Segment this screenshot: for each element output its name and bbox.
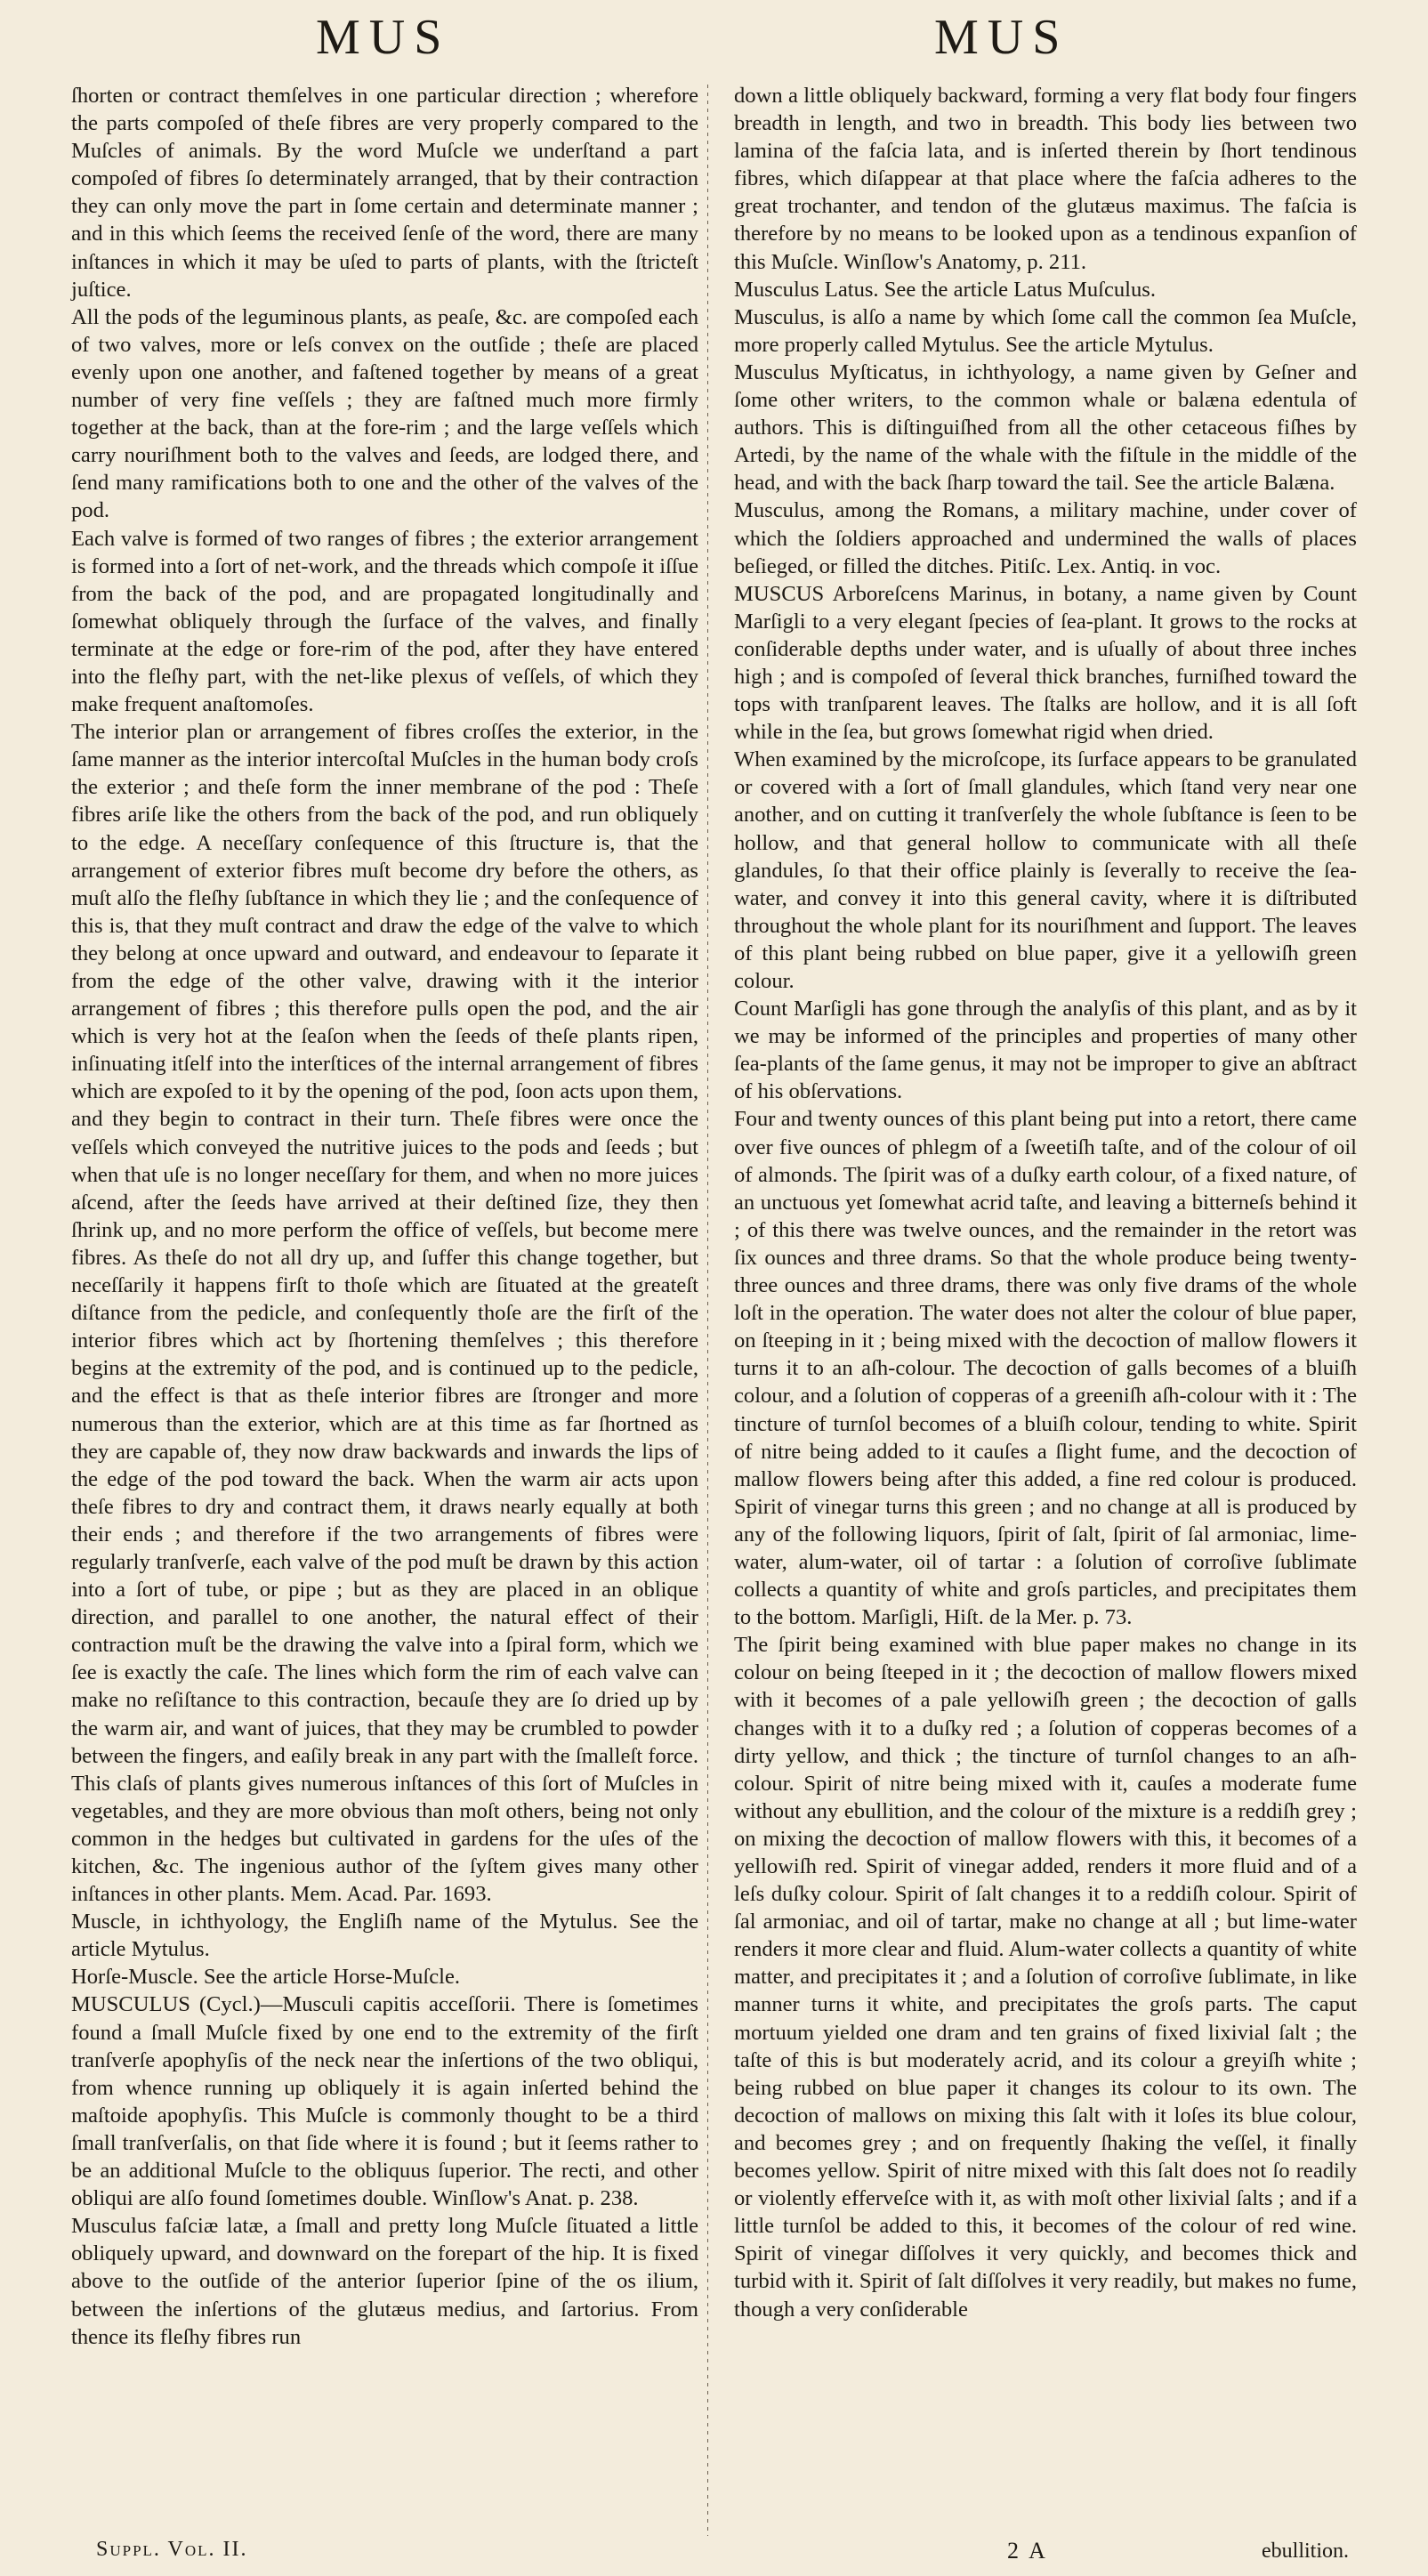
volume-footer: Suppl. Vol. II.	[96, 2538, 248, 2561]
entry-musculus-mysticatus: Musculus Myſticatus, in ichthyology, a name given by Geſner and ſome other writers, to the common whale or balæna edentula of authors. This is diſtinguiſhed from all the other cetaceous fiſhes by Artedi, by the name of the whale with the fiſtule in the middle of the head, and with the back ſharp toward the tail. See the article Balæna.	[734, 359, 1357, 496]
paragraph: All the pods of the leguminous plants, as peaſe, &c. are compoſed each of two valves, more or leſs convex on the outſide ; theſe are placed evenly upon one another, and faſtened together by means of a great number of very fine veſſels ; they are faſtned much more firmly together at the back, than at the fore-rim ; and the large veſſels which carry nouriſhment both to the valves and ſeeds, are lodged there, and ſend many ramifications both to one and the other of the valves of the pod.	[71, 304, 698, 523]
entry-horse-muscle: Horſe-Muscle. See the article Horse-Muſcle.	[71, 1965, 461, 1990]
right-column	[734, 82, 1357, 2323]
paragraph: ſhorten or contract themſelves in one particular direction ; wherefore the parts compoſed of theſe fibres are very properly compared to the Muſcles of animals. By the word Muſcle we underſtand a part compoſed of fibres ſo determinately arranged, that by their contraction they can only move the part in ſome certain and determinate manner ; and in this which ſeems the received ſenſe of the word, there are many inſtances in which it may be uſed to parts of plants, with the ſtricteſt juſtice.	[71, 84, 698, 302]
entry-musculus-fasciae-latae: Musculus faſciæ latæ, a ſmall and pretty long Muſcle ſituated a little obliquely upward, and downward on the forepart of the hip. It is fixed above to the outſide of the anterior ſuperior ſpine of the os ilium, between the inſertions of the glutæus medius, and ſartorius. From thence its fleſhy fibres run	[71, 2214, 698, 2349]
left-column	[71, 82, 698, 2351]
entry-musculus-latus: Musculus Latus. See the article Latus Muſculus.	[734, 277, 1157, 302]
paragraph: Count Marſigli has gone through the analyſis of this plant, and as by it we may be informed of the principles and properties of many other ſea-plants of the ſame genus, it may not be improper to give an abſtract of his obſervations.	[734, 997, 1357, 1104]
entry-muscus-arborescens: MUSCUS Arboreſcens Marinus, in botany, a name given by Count Marſigli to a very elegant ſpecies of ſea-plant. It grows to the rocks at conſiderable depths under water, and is uſually of about three inches high ; and is compoſed of ſeveral thick branches, furniſhed toward the tops with tranſparent leaves. The ſtalks are hollow, and it is all ſoft while in the ſea, but grows ſomewhat rigid when dried.	[734, 581, 1357, 745]
running-head-right: MUS	[934, 10, 1069, 65]
column-divider	[707, 85, 708, 2536]
entry-musculus-machine: Musculus, among the Romans, a military machine, under cover of which the ſoldiers approached and undermined the walls of places beſieged, or filled the ditches. Pitiſc. Lex. Antiq. in voc.	[734, 498, 1357, 578]
paragraph: The ſpirit being examined with blue paper makes no change in its colour on being ſteeped in it ; the decoction of mallow flowers mixed with it becomes of a pale yellowiſh green ; the decoction of galls changes with it to a duſky red ; a ſolution of copperas becomes of a dirty yellow, and thick ; the tincture of turnſol changes to an aſh-colour. Spirit of nitre being mixed with it, cauſes a moderate fume without any ebullition, and the colour of the mixture is a reddiſh grey ; on mixing the decoction of mallow flowers with this, it becomes of a yellowiſh red. Spirit of vinegar added, renders it more fluid and of a leſs duſky colour. Spirit of ſalt changes it to a reddiſh colour. Spirit of ſal armoniac, and oil of tartar, make no change at all ; but lime-water renders it more clear and fluid. Alum-water collects a quantity of white matter, and precipitates it ; and a ſolution of corroſive ſublimate, in like manner turns it white, and precipitates the groſs parts. The caput mortuum yielded one dram and ten grains of fixed lixivial ſalt ; the taſte of this is but moderately acrid, and its colour a greyiſh white ; being rubbed on blue paper it changes its colour to its own. The decoction of mallows on mixing this ſalt with it loſes its blue colour, and becomes grey ; and on frequently ſhaking the veſſel, it finally becomes yellow. Spirit of nitre mixed with this ſalt does not ſo readily or violently efferveſce with it, as with moſt other lixivial ſalts ; and if a little turnſol be added to this, it becomes of the colour of red wine. Spirit of vinegar diſſolves it very quickly, and becomes thick and turbid with it. Spirit of ſalt diſſolves it very readily, but makes no fume, though a very conſiderable	[734, 1633, 1357, 2322]
catchword: ebullition.	[1262, 2540, 1349, 2563]
entry-muscle: Muscle, in ichthyology, the Engliſh name of the Mytulus. See the article Mytulus.	[71, 1910, 698, 1962]
paragraph: Four and twenty ounces of this plant being put into a retort, there came over five ounces of phlegm of a ſweetiſh taſte, and of the colour of oil of almonds. The ſpirit was of a duſky earth colour, of a fixed nature, of an unctuous yet ſomewhat acrid taſte, and leaving a bitterneſs behind it ; of this there was twelve ounces, and the remainder in the retort was ſix ounces and three drams. So that the whole produce being twenty-three ounces and three drams, there was only five drams of the whole loſt in the operation. The water does not alter the colour of blue paper, on ſteeping in it ; being mixed with the decoction of mallow flowers it turns it to an aſh-colour. The decoction of galls becomes of a bluiſh colour, and a ſolution of copperas of a greeniſh aſh-colour with it : The tincture of turnſol becomes of a bluiſh colour, tending to white. Spirit of nitre being added to it cauſes a ſlight fume, and the decoction of mallow flowers being after this added, a fine red colour is produced. Spirit of vinegar turns this green ; and no change at all is produced by any of the following liquors, ſpirit of ſalt, ſpirit of ſal armoniac, lime-water, alum-water, oil of tartar : a ſolution of corroſive ſublimate collects a quantity of white and groſs particles, and precipitates them to the bottom. Marſigli, Hiſt. de la Mer. p. 73.	[734, 1107, 1357, 1630]
signature-mark: 2 A	[1007, 2538, 1048, 2564]
paragraph: When examined by the microſcope, its ſurface appears to be granulated or covered with a ſort of ſmall glandules, which ſtand very near one another, and on cutting it tranſverſely the whole ſubſtance is ſeen to be hollow, and that general hollow to communicate with all theſe glandules, ſo that their office plainly is ſeverally to receive the ſea-water, and convey it into this general cavity, where it is diſtributed throughout the whole plant for its nouriſhment and ſupport. The leaves of this plant being rubbed on blue paper, give it a yellowiſh green colour.	[734, 747, 1357, 993]
paragraph: The interior plan or arrangement of fibres croſſes the exterior, in the ſame manner as the interior intercoſtal Muſcles in the human body croſs the exterior ; and theſe form the inner membrane of the pod : Theſe fibres ariſe like the others from the back of the pod, and run obliquely to the edge. A neceſſary conſequence of this ſtructure is, that the arrangement of exterior fibres muſt become dry before the others, as muſt alſo the fleſhy ſubſtance in which they lie ; and the conſequence of this is, that they muſt contract and draw the edge of the valve to which they belong at once upward and outward, and endeavour to ſeparate it from the edge of the other valve, drawing with it the interior arrangement of fibres ; this therefore pulls open the pod, and the air which is very hot at the ſeaſon when the ſeeds of theſe plants ripen, inſinuating itſelf into the interſtices of the internal arrangement of fibres which are expoſed to it by the opening of the pod, ſoon acts upon them, and they begin to contract in their turn. Theſe fibres were once the veſſels which conveyed the nutritive juices to the pods and ſeeds ; but when that uſe is no longer neceſſary for them, and when no more juices aſcend, after the ſeeds have arrived at their deſtined ſize, they then ſhrink up, and no more perform the office of veſſels, but become mere fibres. As theſe do not all dry up, and ſuffer this change together, but neceſſarily it happens firſt to thoſe which are ſituated at the greateſt diſtance from the pedicle, and conſequently thoſe are the firſt of the interior fibres which act by ſhortening themſelves ; this therefore begins at the extremity of the pod, and is continued up to the pedicle, and the effect is that as theſe interior fibres are ſtronger and more numerous than the exterior, which are at this time as far ſhortned as they are capable of, they now draw backwards and inwards the lips of the edge of the pod toward the back. When the warm air acts upon theſe fibres to dry and contract them, it draws nearly equally at both their ends ; and therefore if the two arrangements of fibres were regularly tranſverſe, each valve of the pod muſt be drawn by this action into a ſort of tube, or pipe ; but as they are placed in an oblique direction, and parallel to one another, the natural effect of their contraction muſt be the drawing the valve into a ſpiral form, which we ſee is exactly the caſe. The lines which form the rim of each valve can make no reſiſtance to this contraction, becauſe they are ſo dried up by the warm air, and want of juices, that they may be crumbled to powder between the fingers, and eaſily break in any part with the ſmalleſt force. This claſs of plants gives numerous inſtances of this ſort of Muſcles in vegetables, and they are more obvious than moſt others, being not only common in the hedges but cultivated in gardens for the uſes of the kitchen, &c. The ingenious author of the ſyſtem gives many other inſtances in other plants. Mem. Acad. Par. 1693.	[71, 720, 698, 1907]
entry-musculus-sea: Musculus, is alſo a name by which ſome call the common ſea Muſcle, more properly called Mytulus. See the article Mytulus.	[734, 304, 1357, 357]
entry-musculus-capitis: MUSCULUS (Cycl.)—Musculi capitis acceſſorii. There is ſometimes found a ſmall Muſcle fixed by one end to the extremity of the firſt tranſverſe apophyſis of the neck near the inſertions of the two obliqui, from whence running up obliquely it is again inſerted behind the maſtoide apophyſis. This Muſcle is commonly thought to be a third ſmall tranſverſalis, on that ſide where it is found ; but it ſeems rather to be an additional Muſcle to the obliquus ſuperior. The recti, and other obliqui are alſo found ſometimes double. Winſlow's Anat. p. 238.	[71, 1992, 698, 2211]
paragraph: Each valve is formed of two ranges of fibres ; the exterior arrangement is formed into a ſort of net-work, and the threads which compoſe it iſſue from the back of the pod, and are propagated longitudinally and ſomewhat obliquely through the ſurface of the valves, and finally terminate at the edge or fore-rim of the pod, after they have entered into the fleſhy part, with the net-like plexus of veſſels, of which they make frequent anaſtomoſes.	[71, 526, 698, 717]
running-head-left: MUS	[316, 10, 451, 65]
paragraph: down a little obliquely backward, forming a very flat body four fingers breadth in length, and two in breadth. This body lies between two lamina of the faſcia lata, and is inſerted therein by ſhort tendinous fibres, which diſappear at that place where the faſcia adheres to the great trochanter, and tendon of the glutæus maximus. The faſcia is therefore by no means to be looked upon as a tendinous expanſion of this Muſcle. Winſlow's Anatomy, p. 211.	[734, 84, 1357, 274]
